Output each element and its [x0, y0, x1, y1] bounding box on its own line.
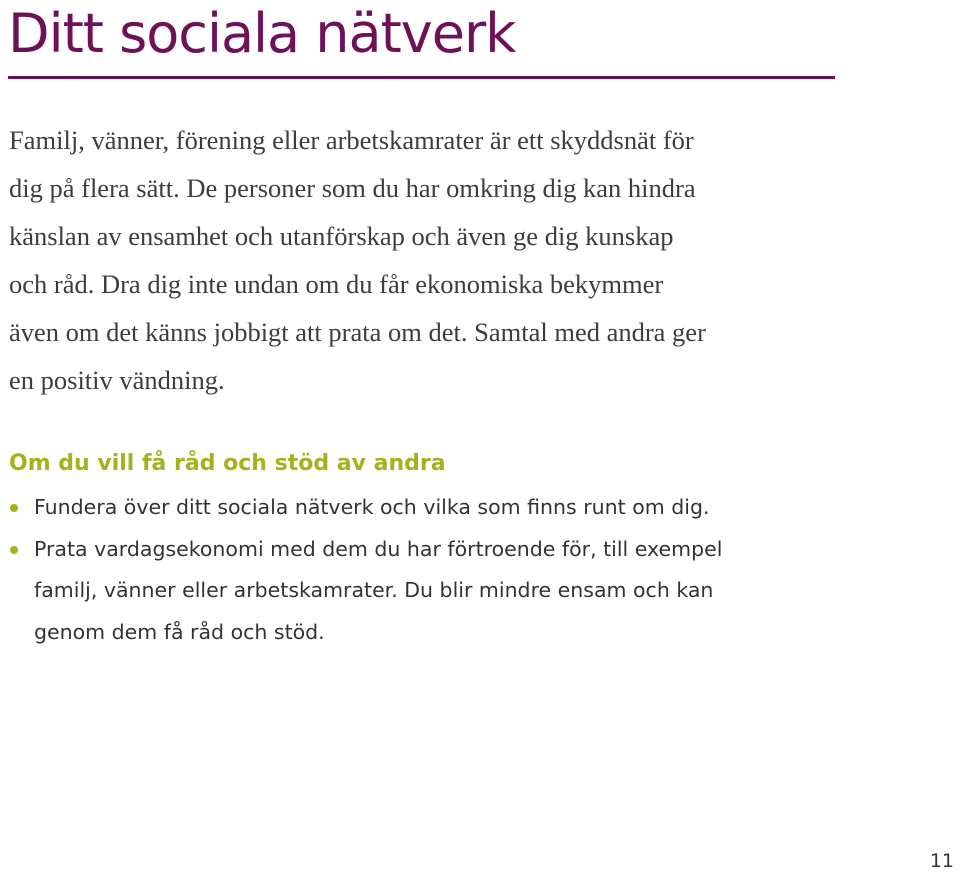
list-item-text: familj, vänner eller arbetskamrater. Du blir mindre ensam och kan — [34, 578, 714, 602]
intro-line: även om det känns jobbigt att prata om det. Samtal med andra ger — [9, 317, 706, 347]
list-item-text: Fundera över ditt sociala nätverk och vilka som finns runt om dig. — [34, 495, 710, 519]
intro-line: Familj, vänner, förening eller arbetskamrater är ett skyddsnät för — [9, 125, 694, 155]
list-item — [0, 529, 722, 654]
page-title: Ditt sociala nätverk — [8, 2, 516, 65]
intro-paragraph — [9, 116, 859, 404]
bullet-icon — [10, 504, 18, 512]
section-heading: Om du vill få råd och stöd av andra — [9, 451, 446, 476]
bullet-icon — [10, 546, 18, 554]
list-item — [0, 487, 722, 529]
intro-line: en positiv vändning. — [9, 365, 225, 395]
list-item-text: Prata vardagsekonomi med dem du har förtroende för, till exempel — [34, 536, 723, 561]
intro-line: och råd. Dra dig inte undan om du får ekonomiska bekymmer — [9, 269, 664, 299]
list-item-text: genom dem få råd och stöd. — [34, 619, 325, 644]
intro-line: dig på flera sätt. De personer som du har omkring dig kan hindra — [9, 173, 696, 203]
advice-list — [0, 487, 722, 653]
title-divider — [8, 76, 835, 79]
page-number: 11 — [929, 850, 954, 872]
intro-line: känslan av ensamhet och utanförskap och även ge dig kunskap — [9, 221, 674, 251]
